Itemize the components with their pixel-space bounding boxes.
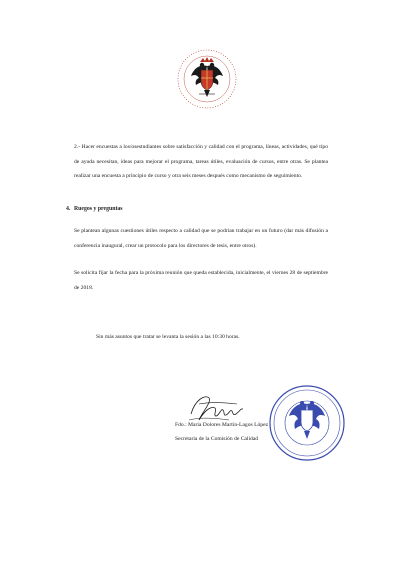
section-title: Ruegos y preguntas: [74, 206, 123, 212]
section-heading: [66, 206, 123, 212]
closing-statement: Sin más asuntos que tratar se levanta la sesión a las 10:30 horas.: [96, 334, 240, 340]
paragraph-surveys: 2.- Hacer encuestas a los/osestudiantes sobre satisfacción y calidad con el programa, líneas, actividades, qué tipo de ayuda necesitan, ideas para mejorar el programa, tareas útiles, evaluación de cursos, entre otras. Se plantea realizar una encuesta a principio de curso y otra seis meses después como mecanismo de seguimiento.: [74, 144, 328, 179]
university-stamp-icon: [268, 384, 346, 462]
signer-role: Secretaria de la Comisión de Calidad: [175, 436, 259, 442]
university-crest-icon: [176, 48, 238, 110]
paragraph-next-meeting: Se solicita fijar la fecha para la próxima reunión que queda establecida, inicialmente, el viernes 28 de septiembre de 2018.: [74, 270, 328, 291]
section-number: 4.: [66, 206, 71, 212]
paragraph-questions: Se plantean algunas cuestiones útiles respecto a calidad que se podrían trabajar en un futuro (dar más difusión a conferencia inaugural, crear un protocolo para los directores de tesis, entre otros).: [74, 228, 328, 249]
signer-name: Fdo.: María Dolores Martín-Lagos López: [175, 422, 269, 428]
handwritten-signature-icon: [185, 390, 247, 426]
